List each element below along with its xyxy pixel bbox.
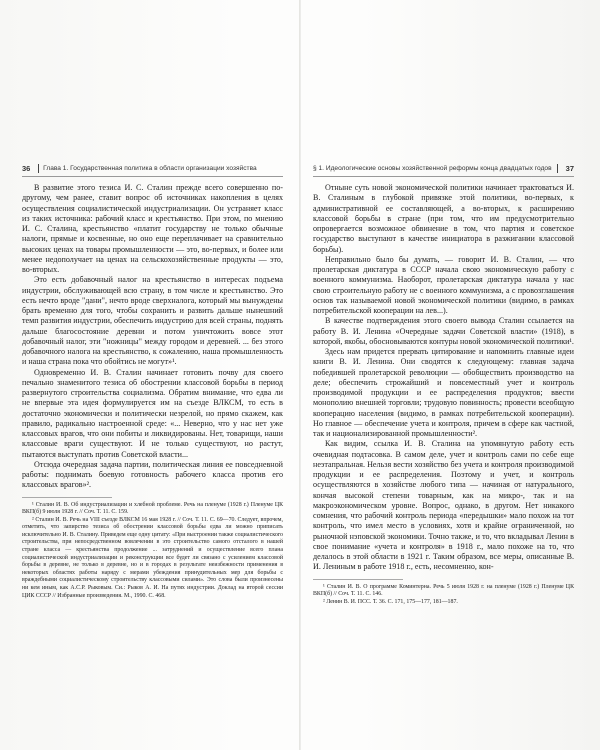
left-running-head xyxy=(22,163,283,173)
footnote: ² Сталин И. В. Речь на VIII съезде ВЛКСМ 16 мая 1928 г. // Соч. Т. 11. С. 69—70. Следует, впрочем, отметить, что запирство тезиса об обострении классовой борьбы едва ли можно приписать исключительно И. В. Сталину. Приведем еще одну цитату: «При выстроении также социалистического строительства, при непосредственном вовлечении в это строительство самого отсталого в нашей стране класса — крестьянства продолжение ... затруднений и осуществление всего плана социалистической индустриализации и реконструкции все будет ли связано с усилением классовой борьбы в деревне, не только в деревне, но и в городах в результате неизбежности применения в некоторых областях работы наряду с мерами убеждения принудительных мер для борьбы с враждебными социалистическому строительству классовыми силами». Это слова были произнесены ни кем иным, как А.С.Р. Рыковым. Си.: Рыков А. И. На путях индустрии. Доклад на второй сессии ЦИК СССР // Избранные произведения. М., 1990. С. 468. xyxy=(22,516,283,599)
right-section-title: § 1. Идеологические основы хозяйственной реформы конца двадцатых годов xyxy=(313,164,552,172)
paragraph: Отныне суть новой экономической политики начинает трактоваться И. В. Сталиным в глубокой привязке этой политики, во-первых, к административной ее составляющей, а во-вторых, к расширению классовой борьбы в стране (при том, что им предусмотрительно опровергается возможное обвинение в том, что партия и советское государство выступают в качестве инициатора в разжигании классовой борьбы). xyxy=(313,183,574,254)
header-rule xyxy=(22,176,283,177)
footnote-separator xyxy=(313,579,403,580)
right-page-number: 37 xyxy=(565,163,574,173)
book-gutter xyxy=(299,0,301,750)
paragraph: Отсюда очередная задача партии, политическая линия ее повседневной работы: поднимать боевую готовность рабочего класса против его классовых врагов»². xyxy=(22,459,283,490)
footnote-separator xyxy=(22,497,112,498)
paragraph: Здесь нам придется прервать цитирование и напомнить главные идеи книги В. И. Ленина. Они сводятся к следующему: главная задача победившей пролетарской революции — обобществить производство на деле; обеспечить строжайший и повсеместный учет и контроль производимой продукции и ее распределения продуктов; ввести монополию внешней торговли; трудовую повинность; провести всеобщую кооперацию населения (видимо, в рамках потребительской кооперации). Но главное — обеспечение учета и контроля, причем в сфере как частной, так и национализированной промышленности². xyxy=(313,347,574,438)
left-page-body xyxy=(22,183,283,491)
paragraph: Одновременно И. В. Сталин начинает готовить почву для своего печально знаменитого тезиса об обострении классовой борьбы в период развернутого строительства социализма. Обратим внимание, что едва ли не впервые эта идея формулируется им на съезде ВЛКСМ, то есть в достаточно экономически и политически незрелой, но прямо скажем, как правило, радикально настроенной среде: «... Неверно, что у нас нет уже классовых врагов, что они побиты и ликвидированы. Нет, товарищи, наши классовые враги существуют. И не только существуют, но растут, пытаются выступать против Советской власти... xyxy=(22,367,283,459)
right-page-body xyxy=(313,183,574,573)
left-page xyxy=(22,163,283,600)
left-page-number: 36 xyxy=(22,163,31,173)
header-divider xyxy=(38,164,39,173)
footnote: ² Ленин В. И. ПСС. Т. 36. С. 171, 175—177, 181—187. xyxy=(323,598,458,605)
paragraph: В качестве подтверждения этого своего вывода Сталин ссылается на работу В. И. Ленина «Очередные задачи Советской власти» (1918), в которой, якобы, обосновываются контуры новой экономической политики¹. xyxy=(313,316,574,346)
footnote: ¹ Сталин И. В. О программе Коминтерна. Речь 5 июля 1928 г. на пленуме (1928 г.) Пленуме ЦК ВКП(б) // Соч. Т. 11. С. 146. xyxy=(313,583,574,598)
footnote: ¹ Сталин И. В. Об индустриализации и хлебной проблеме. Речь на пленуме (1928 г.) Пленуме ЦК ВКП(б) 9 июля 1928 г. // Соч. Т. 11. С. 159. xyxy=(22,501,283,516)
header-divider xyxy=(557,164,558,173)
right-running-head xyxy=(313,163,574,173)
paragraph: Неправильно было бы думать, — говорит И. В. Сталин, — что пролетарская диктатура в СССР начала свою экономическую работу с военного коммунизма. Наоборот, пролетарская диктатура начала у нас свою строительную работу не с военного коммунизма, а с провозглашения основ так называемой новой экономической политики (видимо, в рамках потребительской кооперации на лев...). xyxy=(313,254,574,315)
header-rule xyxy=(313,176,574,177)
left-footnotes xyxy=(22,502,283,601)
paragraph: Как видим, ссылка И. В. Сталина на упомянутую работу есть очевидная подтасовка. В самом деле, учет и контроль сами по себе еще неэтапральная. Нельзя вести хозяйство без учета и контроля производимой продукции и ее распределения. Поэтому и учет, и контроль осуществляются в хозяйстве любого типа — начиная от натурального, кончая высокой степени товарным, как на микро-, так и на макроэкономическом уровне. Вопрос, однако, в другом. Нет никакого сомнения, что рабочий контроль периода «передышки» мало похож на тот контроль, что имел место в условиях, хотя и крайне ограниченной, но рыночной нэповской экономики. Точно также, и то, что вкладывал Ленин в свое понимание «учета и контроля» в 1918 г., мало похоже на то, что делалось в этой области в 1921 г. Таким образом, все меры, описанные В. И. Лениным в работе 1918 г., есть, несомненно, кон- xyxy=(313,439,574,572)
paragraph: Это есть добавочный налог на крестьянство в интересах подъема индустрии, обслуживающей всю страну, в том числе и крестьянство. Это есть нечто вроде "дани", нечто вроде сверхналога, который мы вынуждены брать временно для того, чтобы сохранить и развить дальше нынешний темп развития индустрии, обеспечить индустрию для всей страны, поднять дальше благосостояние деревни и потом уничтожить вовсе этот добавочный налог, эти "ножницы" между городом и деревней. ... без этого добавочного налога на крестьянство, к сожалению, наша промышленность и наша страна пока что обойтись не могут»¹. xyxy=(22,275,283,367)
left-chapter-title: Глава 1. Государственная политика в области организации хозяйства xyxy=(43,164,257,172)
right-page xyxy=(313,163,574,606)
paragraph: В развитие этого тезиса И. С. Сталин прежде всего совершенно по-другому, чем ранее, ставит вопрос об источниках накопления в целях осуществления социалистической индустриализации. Он устраняет класс из таких источника: рабочий класс и крестьянство. При этом, по мнению И. С. Сталина, крестьянство «платит государству не только обычные налоги, прямые и косвенные, но оно еще переплачивает на сравнительно высоких ценах на товары промышленности — это, во-первых, и более или менее недополучает на ценах на сельскохозяйственные продукты — это, во-вторых. xyxy=(22,183,283,274)
right-footnotes xyxy=(313,584,574,607)
